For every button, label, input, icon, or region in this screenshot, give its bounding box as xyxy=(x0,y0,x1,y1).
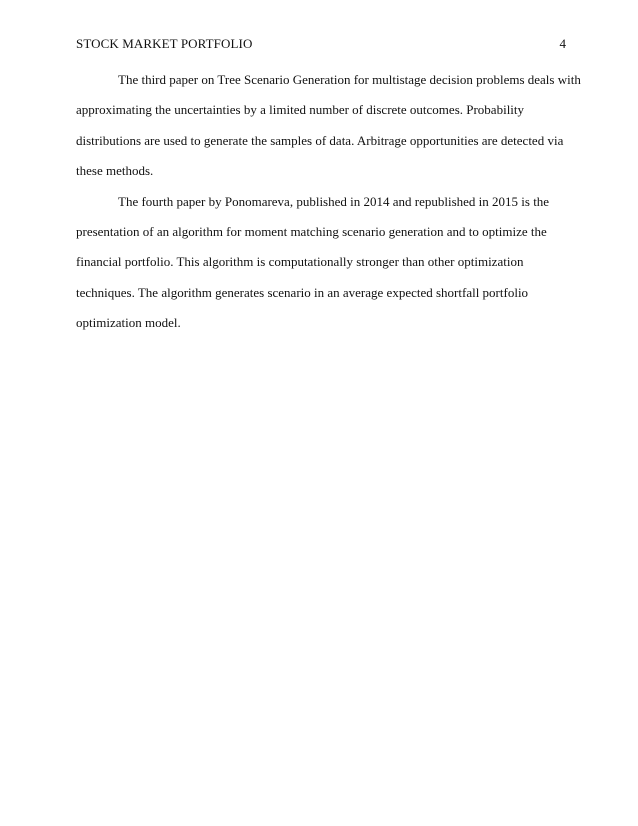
body-text xyxy=(76,65,581,339)
paragraph-line: techniques. The algorithm generates scenario in an average expected shortfall portfolio xyxy=(76,284,529,300)
running-head: STOCK MARKET PORTFOLIO xyxy=(76,36,253,51)
page-number: 4 xyxy=(559,36,566,51)
paragraph-line: presentation of an algorithm for moment matching scenario generation and to optimize the xyxy=(76,224,547,240)
paragraph-line: financial portfolio. This algorithm is computationally stronger than other optimization xyxy=(76,254,524,270)
paragraph-line: The fourth paper by Ponomareva, published in 2014 and republished in 2015 is the xyxy=(118,193,550,209)
paragraph-line: The third paper on Tree Scenario Generation for multistage decision problems deals with xyxy=(118,72,581,87)
paragraph-line: distributions are used to generate the samples of data. Arbitrage opportunities are detected via xyxy=(76,132,564,148)
paragraph-1 xyxy=(76,65,581,187)
paragraph-line: approximating the uncertainties by a limited number of discrete outcomes. Probability xyxy=(76,102,525,118)
paragraph-line: optimization model. xyxy=(76,315,181,331)
paragraph-2 xyxy=(76,187,568,339)
paragraph-line: these methods. xyxy=(76,163,154,179)
